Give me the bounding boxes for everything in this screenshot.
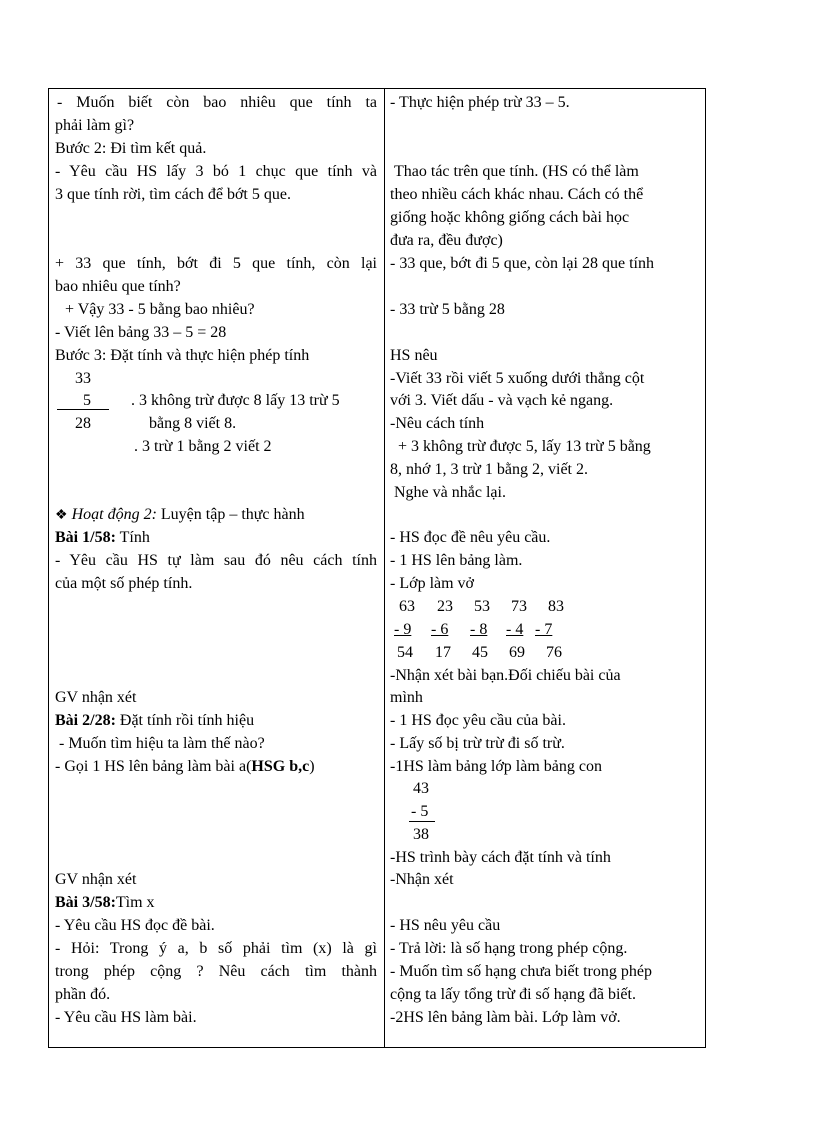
left-line-8: + Vậy 33 - 5 bằng bao nhiêu?	[65, 301, 255, 318]
right-line-24: -Nhận xét	[390, 871, 454, 888]
exercise-1-title: Tính	[115, 529, 150, 546]
exercise-3-title: Tìm x	[115, 894, 155, 911]
grid-res-3: 45	[472, 644, 488, 661]
calc-step-2: . 3 trừ 1 bằng 2 viết 2	[134, 438, 272, 455]
grid-res-2: 17	[435, 644, 451, 661]
right-line-5: đưa ra, đều được)	[390, 232, 503, 249]
right-line-10: với 3. Viết dấu - và vạch kẻ ngang.	[390, 392, 614, 409]
exercise-1-heading	[55, 528, 150, 548]
lesson-table	[48, 88, 706, 1048]
left-line-2: phải làm gì?	[55, 117, 135, 134]
right-line-13: 8, nhớ 1, 3 trừ 1 bằng 2, viết 2.	[390, 461, 588, 478]
left-line-7: bao nhiêu que tính?	[55, 278, 181, 295]
diamond-bullet-icon: ❖	[55, 508, 68, 523]
right-line-14: Nghe và nhắc lại.	[394, 484, 506, 501]
right-line-22: -1HS làm bảng lớp làm bảng con	[390, 758, 602, 775]
exercise-1-label: Bài 1/58:	[55, 529, 116, 546]
right-line-16: - 1 HS lên bảng làm.	[390, 552, 523, 569]
right-line-8: HS nêu	[390, 347, 438, 364]
right-line-25: - HS nêu yêu cầu	[390, 917, 501, 934]
right-line-19: mình	[390, 689, 423, 706]
calc-result: 28	[75, 415, 91, 432]
exercise-2-label: Bài 2/28:	[55, 712, 116, 729]
grid-sub-3: - 8	[470, 621, 488, 638]
exercise-3-label: Bài 3/58:	[55, 894, 116, 911]
right-line-11: -Nêu cách tính	[390, 415, 485, 432]
teacher-comment-2: GV nhận xét	[55, 871, 137, 888]
calc2-result: 38	[413, 826, 429, 843]
calc2-top-number: 43	[413, 780, 429, 797]
grid-sub-1: - 9	[394, 621, 412, 638]
grid-top-2: 23	[437, 598, 453, 615]
right-line-6: - 33 que, bớt đi 5 que, còn lại 28 que tính	[390, 255, 654, 272]
exercise-3-heading	[55, 893, 155, 913]
left-line-4: - Yêu cầu HS lấy 3 bó 1 chục que tính và	[55, 163, 377, 180]
activity-2-heading	[55, 505, 305, 526]
right-line-1: - Thực hiện phép trừ 33 – 5.	[390, 94, 570, 111]
calc-top-number: 33	[75, 370, 91, 387]
teacher-comment-1: GV nhận xét	[55, 689, 137, 706]
calc-step-1a: . 3 không trừ được 8 lấy 13 trừ 5	[131, 392, 340, 409]
right-line-21: - Lấy số bị trừ trừ đi số trừ.	[390, 735, 565, 752]
left-line-6: + 33 que tính, bớt đi 5 que tính, còn lại	[55, 255, 377, 272]
right-line-15: - HS đọc đề nêu yêu cầu.	[390, 529, 551, 546]
calc-underline	[57, 409, 109, 410]
calc2-subtrahend: - 5	[411, 803, 429, 820]
exercise-1-line-1: - Yêu cầu HS tự làm sau đó nêu cách tính	[55, 552, 377, 569]
grid-sub-4: - 4	[506, 621, 524, 638]
exercise-3-line-5: - Yêu cầu HS làm bài.	[55, 1009, 197, 1026]
right-line-17: - Lớp làm vở	[390, 575, 475, 592]
right-line-2: Thao tác trên que tính. (HS có thể làm	[394, 163, 639, 180]
grid-sub-5: - 7	[535, 621, 553, 638]
grid-sub-2: - 6	[431, 621, 449, 638]
grid-top-5: 83	[548, 598, 564, 615]
calc-step-1b: bằng 8 viết 8.	[149, 415, 237, 432]
exercise-2-title: Đặt tính rồi tính hiệu	[115, 712, 255, 729]
grid-top-3: 53	[474, 598, 490, 615]
grid-res-5: 76	[546, 644, 562, 661]
calc2-underline	[409, 821, 435, 822]
exercise-2-line-2-close: )	[309, 758, 315, 775]
right-line-29: -2HS lên bảng làm bài. Lớp làm vở.	[390, 1009, 621, 1026]
left-line-5: 3 que tính rời, tìm cách để bớt 5 que.	[55, 186, 291, 203]
calc-subtrahend: 5	[83, 392, 91, 409]
exercise-2-line-2	[55, 757, 315, 777]
right-line-9: -Viết 33 rồi viết 5 xuống dưới thẳng cột	[390, 370, 645, 387]
exercise-1-line-2: của một số phép tính.	[55, 575, 193, 592]
student-column	[385, 89, 706, 1047]
activity-2-subtitle: Luyện tập – thực hành	[156, 506, 305, 523]
exercise-3-line-4: phần đó.	[55, 986, 111, 1003]
teacher-column	[49, 89, 384, 1047]
exercise-2-hsg-note: HSG b,c	[251, 758, 310, 775]
exercise-2-line-1: - Muốn tìm hiệu ta làm thế nào?	[59, 735, 265, 752]
right-line-7: - 33 trừ 5 bằng 28	[390, 301, 505, 318]
grid-top-1: 63	[399, 598, 415, 615]
right-line-12: + 3 không trừ được 5, lấy 13 trừ 5 bằng	[398, 438, 651, 455]
right-line-4: giống hoặc không giống cách bài học	[390, 209, 630, 226]
right-line-27: - Muốn tìm số hạng chưa biết trong phép	[390, 963, 652, 980]
step-3-heading: Bước 3: Đặt tính và thực hiện phép tính	[55, 347, 310, 364]
left-line-9: - Viết lên bảng 33 – 5 = 28	[55, 324, 227, 341]
exercise-2-heading	[55, 711, 254, 731]
right-line-28: cộng ta lấy tổng trừ đi số hạng đã biết.	[390, 986, 636, 1003]
grid-res-1: 54	[397, 644, 413, 661]
exercise-2-line-2-text: - Gọi 1 HS lên bảng làm bài a(	[55, 758, 252, 775]
right-line-18: -Nhận xét bài bạn.Đối chiếu bài của	[390, 667, 621, 684]
grid-top-4: 73	[511, 598, 527, 615]
step-2-heading: Bước 2: Đi tìm kết quả.	[55, 140, 207, 157]
exercise-3-line-2: - Hỏi: Trong ý a, b số phải tìm (x) là gì	[55, 940, 377, 957]
right-line-3: theo nhiều cách khác nhau. Cách có thể	[390, 186, 644, 203]
grid-res-4: 69	[509, 644, 525, 661]
exercise-3-line-3: trong phép cộng ? Nêu cách tìm thành	[55, 963, 377, 980]
right-line-26: - Trả lời: là số hạng trong phép cộng.	[390, 940, 628, 957]
right-line-20: - 1 HS đọc yêu cầu của bài.	[390, 712, 566, 729]
left-line-1: - Muốn biết còn bao nhiêu que tính ta	[57, 94, 377, 111]
right-line-23: -HS trình bày cách đặt tính và tính	[390, 849, 611, 866]
exercise-3-line-1: - Yêu cầu HS đọc đề bài.	[55, 917, 215, 934]
activity-2-title: Hoạt động 2:	[71, 506, 157, 523]
